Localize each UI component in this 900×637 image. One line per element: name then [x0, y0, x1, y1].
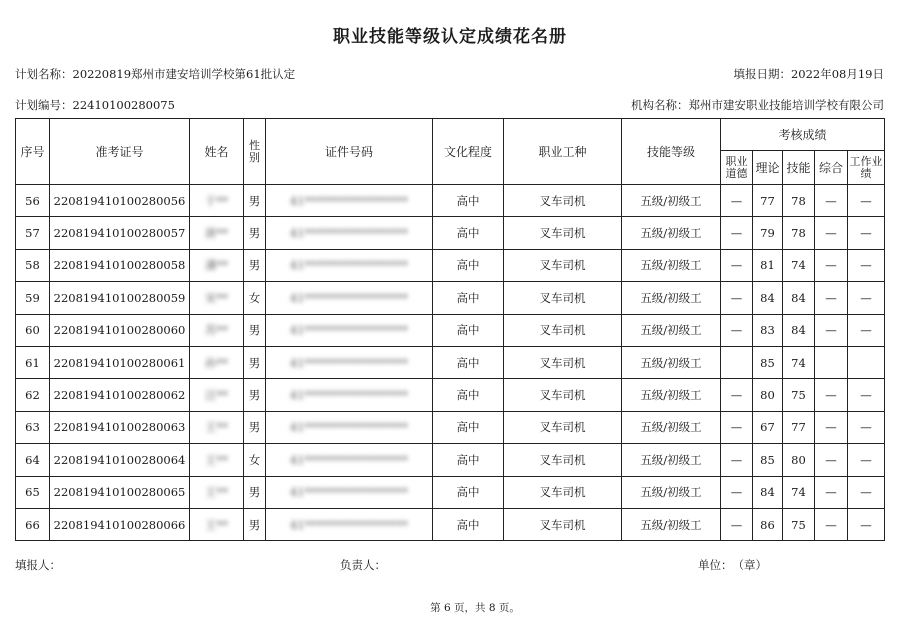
row-seq: 65	[16, 476, 50, 508]
report-date-value: 2022年08月19日	[790, 67, 884, 81]
header-theory: 理论	[753, 151, 783, 185]
plan-number-value: 22410100280075	[72, 98, 175, 112]
row-theory: 81	[753, 249, 783, 281]
row-ethics: —	[721, 379, 753, 411]
row-comprehensive: —	[815, 314, 848, 346]
row-name	[190, 508, 244, 540]
row-education: 高中	[433, 185, 504, 217]
header-occupation: 职业工种	[504, 119, 622, 185]
row-theory: 86	[753, 508, 783, 540]
row-ethics: —	[721, 444, 753, 476]
row-id-number	[266, 185, 433, 217]
row-skill: 77	[783, 411, 815, 443]
row-theory: 79	[753, 217, 783, 249]
row-education: 高中	[433, 476, 504, 508]
table-row	[16, 508, 885, 540]
row-occupation: 叉车司机	[504, 185, 622, 217]
row-id-number	[266, 282, 433, 314]
row-id-number-redacted: 41******************	[289, 485, 409, 500]
row-comprehensive: —	[815, 444, 848, 476]
row-id-number-redacted: 41******************	[289, 290, 409, 305]
row-name-redacted: 宋**	[205, 290, 228, 305]
row-skill: 78	[783, 185, 815, 217]
row-ethics: —	[721, 476, 753, 508]
filler-signature: 填报人：	[15, 558, 61, 572]
plan-name-value: 20220819郑州市建安培训学校第61批认定	[72, 67, 296, 81]
table-row	[16, 346, 885, 378]
score-roster-table	[15, 118, 885, 541]
row-education: 高中	[433, 346, 504, 378]
table-row	[16, 444, 885, 476]
row-skill-level: 五级/初级工	[622, 476, 721, 508]
row-name-redacted: 王**	[205, 452, 228, 467]
row-id-number-redacted: 41******************	[289, 388, 409, 403]
row-theory: 85	[753, 444, 783, 476]
row-work-results: —	[848, 444, 885, 476]
row-comprehensive: —	[815, 249, 848, 281]
table-row	[16, 411, 885, 443]
page-indicator: 第 6 页，共 8 页。	[430, 602, 520, 614]
row-skill: 80	[783, 444, 815, 476]
row-education: 高中	[433, 314, 504, 346]
row-name	[190, 411, 244, 443]
row-exam-number: 220819410100280066	[50, 508, 190, 540]
row-skill-level: 五级/初级工	[622, 379, 721, 411]
row-exam-number: 220819410100280059	[50, 282, 190, 314]
row-work-results: —	[848, 249, 885, 281]
row-name-redacted: 唐**	[205, 226, 228, 241]
row-skill: 84	[783, 314, 815, 346]
row-comprehensive	[815, 346, 848, 378]
row-skill-level: 五级/初级工	[622, 508, 721, 540]
table-row	[16, 476, 885, 508]
row-occupation: 叉车司机	[504, 508, 622, 540]
row-skill: 74	[783, 476, 815, 508]
row-theory: 80	[753, 379, 783, 411]
row-id-number-redacted: 41******************	[289, 452, 409, 467]
table-row	[16, 185, 885, 217]
header-exam-number: 准考证号	[50, 119, 190, 185]
row-work-results: —	[848, 314, 885, 346]
row-id-number	[266, 249, 433, 281]
header-name: 姓名	[190, 119, 244, 185]
row-seq: 63	[16, 411, 50, 443]
row-ethics: —	[721, 411, 753, 443]
row-name-redacted: 王**	[205, 485, 228, 500]
row-ethics: —	[721, 282, 753, 314]
row-seq: 58	[16, 249, 50, 281]
row-id-number-redacted: 41******************	[289, 420, 409, 435]
row-gender: 男	[244, 476, 266, 508]
row-name	[190, 444, 244, 476]
row-skill: 75	[783, 379, 815, 411]
header-skill: 技能	[783, 151, 815, 185]
row-skill: 75	[783, 508, 815, 540]
row-gender: 男	[244, 508, 266, 540]
row-seq: 62	[16, 379, 50, 411]
header-ethics: 职业道德	[721, 151, 753, 185]
header-gender: 性别	[244, 119, 266, 185]
row-skill-level: 五级/初级工	[622, 282, 721, 314]
row-name	[190, 346, 244, 378]
row-id-number	[266, 314, 433, 346]
unit-seal: 单位： （章）	[698, 558, 767, 572]
row-occupation: 叉车司机	[504, 411, 622, 443]
row-gender: 男	[244, 346, 266, 378]
organization-line	[631, 97, 884, 113]
row-gender: 男	[244, 411, 266, 443]
row-name-redacted: 王**	[205, 517, 228, 532]
row-seq: 64	[16, 444, 50, 476]
row-comprehensive: —	[815, 217, 848, 249]
row-name-redacted: 于**	[205, 193, 228, 208]
row-id-number	[266, 508, 433, 540]
row-id-number	[266, 476, 433, 508]
row-id-number	[266, 379, 433, 411]
row-name-redacted: 汪**	[205, 388, 228, 403]
report-date-label: 填报日期：	[733, 67, 791, 81]
row-seq: 66	[16, 508, 50, 540]
row-id-number-redacted: 41******************	[289, 517, 409, 532]
row-education: 高中	[433, 249, 504, 281]
row-work-results: —	[848, 476, 885, 508]
row-gender: 男	[244, 314, 266, 346]
row-occupation: 叉车司机	[504, 314, 622, 346]
row-exam-number: 220819410100280065	[50, 476, 190, 508]
row-work-results: —	[848, 282, 885, 314]
row-id-number-redacted: 41******************	[289, 323, 409, 338]
row-skill-level: 五级/初级工	[622, 217, 721, 249]
row-name	[190, 249, 244, 281]
row-ethics: —	[721, 185, 753, 217]
row-exam-number: 220819410100280056	[50, 185, 190, 217]
plan-name-label: 计划名称：	[15, 67, 73, 81]
row-ethics: —	[721, 249, 753, 281]
table-row	[16, 282, 885, 314]
row-exam-number: 220819410100280061	[50, 346, 190, 378]
row-skill-level: 五级/初级工	[622, 346, 721, 378]
header-id-number: 证件号码	[266, 119, 433, 185]
row-comprehensive: —	[815, 411, 848, 443]
row-comprehensive: —	[815, 185, 848, 217]
row-id-number	[266, 444, 433, 476]
row-seq: 60	[16, 314, 50, 346]
plan-name-line	[15, 66, 295, 82]
row-name-redacted: 王**	[205, 420, 228, 435]
row-education: 高中	[433, 379, 504, 411]
report-date-line	[733, 66, 884, 82]
table-row	[16, 217, 885, 249]
row-occupation: 叉车司机	[504, 217, 622, 249]
row-skill-level: 五级/初级工	[622, 444, 721, 476]
person-in-charge-signature: 负责人：	[340, 558, 386, 572]
header-education: 文化程度	[433, 119, 504, 185]
row-ethics: —	[721, 314, 753, 346]
row-theory: 83	[753, 314, 783, 346]
row-occupation: 叉车司机	[504, 346, 622, 378]
row-work-results: —	[848, 217, 885, 249]
row-comprehensive: —	[815, 282, 848, 314]
table-row	[16, 314, 885, 346]
row-theory: 67	[753, 411, 783, 443]
row-name	[190, 282, 244, 314]
row-name	[190, 476, 244, 508]
row-gender: 男	[244, 185, 266, 217]
row-exam-number: 220819410100280060	[50, 314, 190, 346]
row-work-results	[848, 346, 885, 378]
row-theory: 84	[753, 476, 783, 508]
organization-value: 郑州市建安职业技能培训学校有限公司	[688, 98, 884, 112]
row-skill-level: 五级/初级工	[622, 249, 721, 281]
row-occupation: 叉车司机	[504, 249, 622, 281]
row-gender: 女	[244, 282, 266, 314]
row-id-number-redacted: 41******************	[289, 226, 409, 241]
row-id-number-redacted: 41******************	[289, 258, 409, 273]
row-id-number	[266, 217, 433, 249]
plan-number-label: 计划编号：	[15, 98, 73, 112]
row-skill: 78	[783, 217, 815, 249]
row-seq: 59	[16, 282, 50, 314]
row-exam-number: 220819410100280063	[50, 411, 190, 443]
row-name	[190, 314, 244, 346]
row-occupation: 叉车司机	[504, 379, 622, 411]
row-skill-level: 五级/初级工	[622, 185, 721, 217]
header-comprehensive: 综合	[815, 151, 848, 185]
row-skill: 74	[783, 249, 815, 281]
row-work-results: —	[848, 508, 885, 540]
row-exam-number: 220819410100280057	[50, 217, 190, 249]
row-id-number-redacted: 41******************	[289, 355, 409, 370]
header-skill-level: 技能等级	[622, 119, 721, 185]
row-id-number	[266, 346, 433, 378]
row-seq: 56	[16, 185, 50, 217]
row-exam-number: 220819410100280064	[50, 444, 190, 476]
header-scores-group: 考核成绩	[721, 119, 885, 151]
row-exam-number: 220819410100280058	[50, 249, 190, 281]
row-comprehensive: —	[815, 379, 848, 411]
row-name-redacted: 苏**	[205, 323, 228, 338]
row-education: 高中	[433, 411, 504, 443]
row-gender: 男	[244, 217, 266, 249]
document-title: 职业技能等级认定成绩花名册	[333, 27, 567, 47]
organization-label: 机构名称：	[631, 98, 689, 112]
row-theory: 77	[753, 185, 783, 217]
header-seq: 序号	[16, 119, 50, 185]
row-occupation: 叉车司机	[504, 444, 622, 476]
row-name-redacted: 孙**	[205, 355, 228, 370]
plan-number-line	[15, 97, 175, 113]
row-gender: 男	[244, 249, 266, 281]
row-seq: 57	[16, 217, 50, 249]
row-comprehensive: —	[815, 476, 848, 508]
header-work-results: 工作业绩	[848, 151, 885, 185]
table-row	[16, 249, 885, 281]
row-ethics: —	[721, 217, 753, 249]
row-education: 高中	[433, 508, 504, 540]
row-theory: 84	[753, 282, 783, 314]
row-name	[190, 379, 244, 411]
row-name-redacted: 潘**	[205, 258, 228, 273]
row-seq: 61	[16, 346, 50, 378]
row-occupation: 叉车司机	[504, 476, 622, 508]
row-skill: 74	[783, 346, 815, 378]
row-ethics	[721, 346, 753, 378]
row-comprehensive: —	[815, 508, 848, 540]
row-name	[190, 217, 244, 249]
row-id-number-redacted: 41******************	[289, 193, 409, 208]
row-gender: 女	[244, 444, 266, 476]
row-ethics: —	[721, 508, 753, 540]
row-gender: 男	[244, 379, 266, 411]
row-occupation: 叉车司机	[504, 282, 622, 314]
row-id-number	[266, 411, 433, 443]
row-skill-level: 五级/初级工	[622, 314, 721, 346]
table-row	[16, 379, 885, 411]
row-exam-number: 220819410100280062	[50, 379, 190, 411]
row-education: 高中	[433, 444, 504, 476]
row-education: 高中	[433, 282, 504, 314]
row-theory: 85	[753, 346, 783, 378]
row-name	[190, 185, 244, 217]
row-education: 高中	[433, 217, 504, 249]
roster-body	[16, 185, 885, 541]
row-skill: 84	[783, 282, 815, 314]
row-work-results: —	[848, 185, 885, 217]
row-skill-level: 五级/初级工	[622, 411, 721, 443]
row-work-results: —	[848, 411, 885, 443]
row-work-results: —	[848, 379, 885, 411]
